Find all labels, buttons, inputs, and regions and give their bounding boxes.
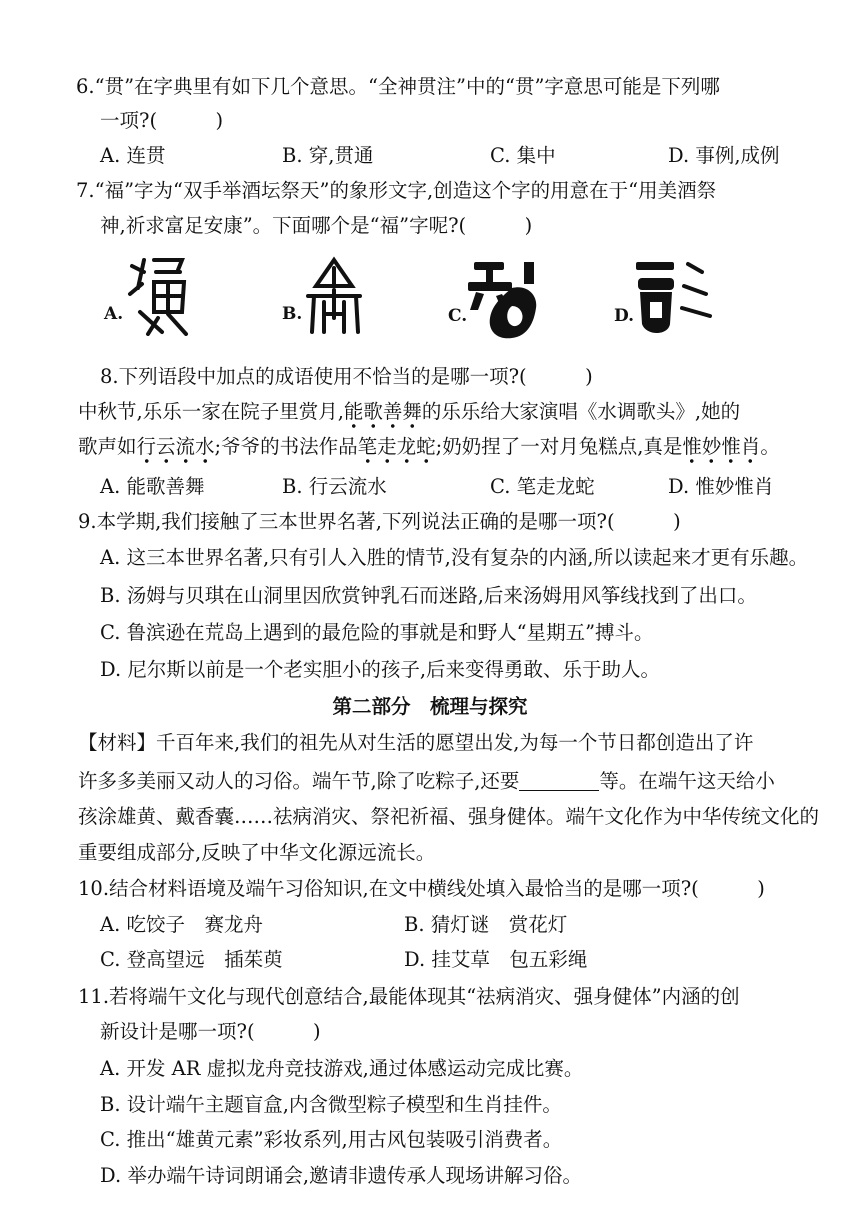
material-line3: 孩涂雄黄、戴香囊……祛病消灾、祭祀祈福、强身健体。端午文化作为中华传统文化的 [78, 805, 820, 828]
q9-option-d[interactable]: D. 尼尔斯以前是一个老实胆小的孩子,后来变得勇敢、乐于助人。 [100, 658, 661, 681]
q9-option-c[interactable]: C. 鲁滨逊在荒岛上遇到的最危险的事就是和野人“星期五”搏斗。 [100, 621, 654, 644]
q8-option-b[interactable]: B. 行云流水 [282, 475, 387, 498]
q7-stem-line1: 7.“福”字为“双手举酒坛祭天”的象形文字,创造这个字的用意在于“用美酒祭 [76, 179, 717, 202]
q11-option-d[interactable]: D. 举办端午诗词朗诵会,邀请非遗传承人现场讲解习俗。 [100, 1164, 583, 1187]
q6-option-b[interactable]: B. 穿,贯通 [282, 144, 374, 167]
q7-option-a-label[interactable]: A. [104, 304, 124, 324]
q7-stem-line2: 神,祈求富足安康”。下面哪个是“福”字呢?( ) [100, 214, 533, 237]
q6-stem-line1: 6.“贯”在字典里有如下几个意思。“全神贯注”中的“贯”字意思可能是下列哪 [76, 75, 720, 98]
q7-option-c-label[interactable]: C. [448, 306, 468, 326]
ancient-glyph-d-icon[interactable] [632, 256, 716, 340]
ancient-glyph-b-icon[interactable] [302, 256, 366, 336]
q11-option-a[interactable]: A. 开发 AR 虚拟龙舟竞技游戏,通过体感运动完成比赛。 [100, 1057, 584, 1080]
q8-dotted-idiom-3: 笔走龙蛇 [358, 435, 436, 465]
q10-option-c[interactable]: C. 登高望远 插茱萸 [100, 948, 283, 971]
q11-stem-line1: 11.若将端午文化与现代创意结合,最能体现其“祛病消灾、强身健体”内涵的创 [78, 985, 740, 1008]
material-line1: 【材料】千百年来,我们的祖先从对生活的愿望出发,为每一个节日都创造出了许 [78, 731, 754, 754]
q8-dotted-idiom-2: 行云流水 [137, 435, 215, 465]
q11-option-c[interactable]: C. 推出“雄黄元素”彩妆系列,用古风包装吸引消费者。 [100, 1128, 563, 1151]
q11-option-b[interactable]: B. 设计端午主题盲盒,内含微型粽子模型和生肖挂件。 [100, 1093, 562, 1116]
q6-option-d[interactable]: D. 事例,成例 [668, 144, 780, 167]
material-line4: 重要组成部分,反映了中华文化源远流长。 [78, 841, 436, 864]
q6-option-c[interactable]: C. 集中 [490, 144, 556, 167]
q9-stem: 9.本学期,我们接触了三本世界名著,下列说法正确的是哪一项?( ) [78, 510, 681, 533]
q11-stem-line2: 新设计是哪一项?( ) [100, 1020, 321, 1043]
q9-option-a[interactable]: A. 这三本世界名著,只有引人入胜的情节,没有复杂的内涵,所以读起来才更有乐趣。 [100, 546, 809, 569]
q10-option-b[interactable]: B. 猜灯谜 赏花灯 [404, 913, 568, 936]
material-line2: 许多多美丽又动人的习俗。端午节,除了吃粽子,还要 等。在端午这天给小 [78, 769, 775, 793]
q8-dotted-idiom-4: 惟妙惟肖 [682, 435, 760, 465]
q8-option-c[interactable]: C. 笔走龙蛇 [490, 475, 595, 498]
q8-passage-line2: 歌声如行云流水;爷爷的书法作品笔走龙蛇;奶奶捏了一对月兔糕点,真是惟妙惟肖。 [78, 437, 780, 457]
q9-option-b[interactable]: B. 汤姆与贝琪在山洞里因欣赏钟乳石而迷路,后来汤姆用风筝线找到了出口。 [100, 584, 757, 607]
ancient-glyph-a-icon[interactable] [122, 254, 194, 336]
q6-option-a[interactable]: A. 连贯 [100, 144, 166, 167]
q8-option-d[interactable]: D. 惟妙惟肖 [668, 475, 774, 498]
q8-passage-line1: 中秋节,乐乐一家在院子里赏月,能歌善舞的乐乐给大家演唱《水调歌头》,她的 [78, 402, 740, 422]
q8-stem: 8.下列语段中加点的成语使用不恰当的是哪一项?( ) [100, 365, 593, 388]
section-heading: 第二部分 梳理与探究 [332, 695, 528, 718]
q8-dotted-idiom-1: 能歌善舞 [344, 400, 422, 430]
q7-option-b-label[interactable]: B. [282, 304, 303, 324]
q10-option-a[interactable]: A. 吃饺子 赛龙舟 [100, 913, 263, 936]
q10-option-d[interactable]: D. 挂艾草 包五彩绳 [404, 948, 588, 971]
q6-stem-line2: 一项?( ) [100, 109, 224, 132]
q7-option-d-label[interactable]: D. [614, 306, 635, 326]
fill-blank-line[interactable] [519, 770, 599, 791]
q10-stem: 10.结合材料语境及端午习俗知识,在文中横线处填入最恰当的是哪一项?( ) [78, 877, 765, 900]
q8-option-a[interactable]: A. 能歌善舞 [100, 475, 205, 498]
ancient-glyph-c-icon[interactable] [466, 258, 546, 342]
